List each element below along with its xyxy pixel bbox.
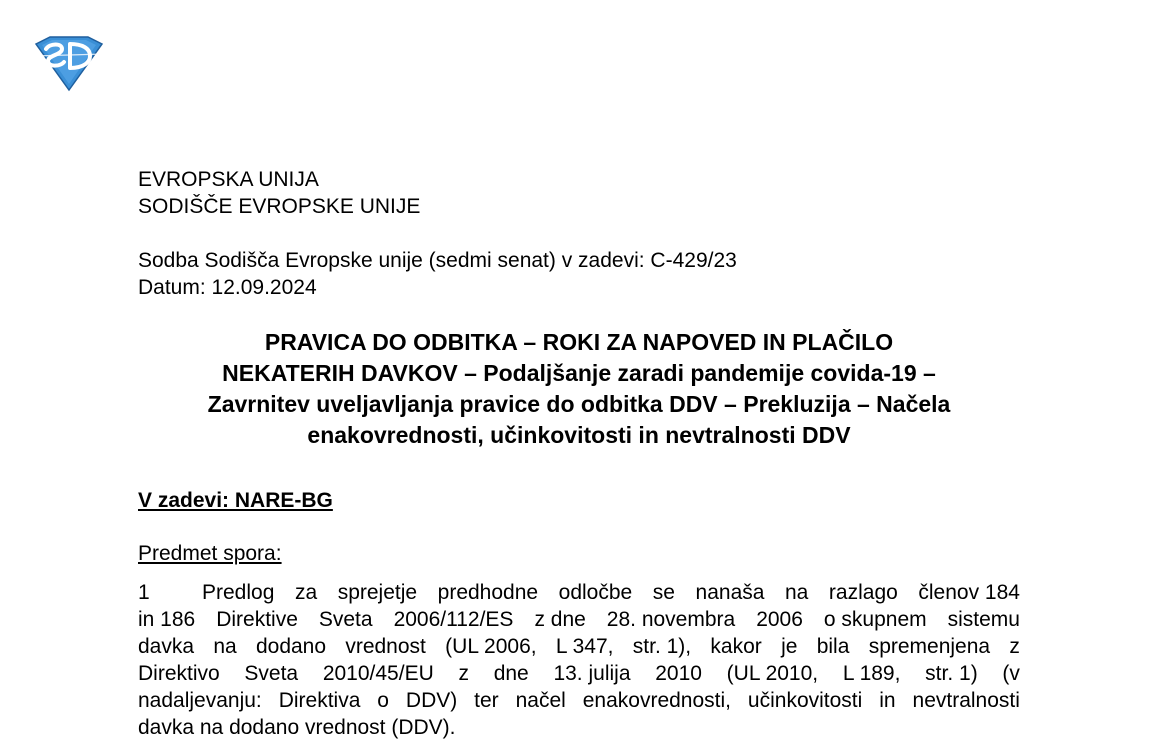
subject-heading: Predmet spora: (138, 542, 282, 565)
paragraph-word: (UL 2010, (726, 662, 819, 685)
paragraph-word: o (377, 689, 389, 712)
paragraph-word: za (294, 581, 318, 604)
paragraph-word: kakor (710, 635, 762, 658)
paragraph-word: 2006/112/ES (393, 608, 514, 631)
paragraph-number: 1 (138, 581, 150, 604)
paragraph-word: 2010 (655, 662, 702, 685)
document-page (138, 166, 1020, 741)
paragraph-line (138, 579, 1020, 606)
court-logo (32, 36, 106, 92)
title-line: enakovrednosti, učinkovitosti in nevtralnosti DDV (307, 422, 851, 448)
case-name: V zadevi: NARE-BG (138, 489, 333, 512)
paragraph-word: dne (493, 662, 529, 685)
paragraph-word: dodano (255, 635, 327, 658)
paragraph-word: in (879, 689, 896, 712)
header-union: EVROPSKA UNIJA (138, 168, 319, 191)
paragraph-word: z dne (534, 608, 586, 631)
paragraph-word: 2010/45/EU (322, 662, 434, 685)
paragraph-word: Predlog (202, 581, 275, 604)
paragraph-word: nanaša (695, 581, 765, 604)
paragraph-word: 13. julija (553, 662, 631, 685)
paragraph-line (138, 633, 1020, 660)
paragraph-word: Direktivo (138, 662, 220, 685)
paragraph-1 (138, 579, 1020, 741)
paragraph-line (138, 660, 1020, 687)
paragraph-word: razlago (828, 581, 898, 604)
paragraph-word: učinkovitosti (747, 689, 863, 712)
paragraph-word: predhodne (437, 581, 539, 604)
title-line: PRAVICA DO ODBITKA – ROKI ZA NAPOVED IN PLAČILO (264, 329, 894, 355)
paragraph-word: 2006 (756, 608, 803, 631)
diamond-sd-logo-icon (32, 36, 106, 92)
paragraph-word: Direktive (216, 608, 298, 631)
paragraph-line (138, 714, 1020, 741)
paragraph-word: na (213, 635, 237, 658)
paragraph-word: nevtralnosti (912, 689, 1020, 712)
paragraph-word: Direktiva (278, 689, 361, 712)
paragraph-word: L 189, (842, 662, 901, 685)
paragraph-word: in 186 (138, 608, 196, 631)
paragraph-word: davka (138, 635, 195, 658)
paragraph-word: Sveta (318, 608, 373, 631)
paragraph-word: odločbe (558, 581, 633, 604)
paragraph-word: (v (1002, 662, 1020, 685)
paragraph-word: Sveta (244, 662, 299, 685)
paragraph-word: z (458, 662, 469, 685)
paragraph-word: členov 184 (918, 581, 1020, 604)
paragraph-word: se (652, 581, 675, 604)
paragraph-word: enakovrednosti, (582, 689, 731, 712)
paragraph-word: z (1009, 635, 1020, 658)
paragraph-word: o skupnem (823, 608, 927, 631)
judgment-date: Datum: 12.09.2024 (138, 276, 317, 299)
paragraph-word: bila (816, 635, 850, 658)
paragraph-word: str. 1) (925, 662, 978, 685)
paragraph-word: (UL 2006, (445, 635, 537, 658)
document-title (138, 327, 1020, 451)
paragraph-line (138, 606, 1020, 633)
paragraph-word: str. 1), (632, 635, 692, 658)
paragraph-word: spremenjena (868, 635, 991, 658)
paragraph-word: L 347, (555, 635, 614, 658)
paragraph-line (138, 687, 1020, 714)
paragraph-word: sistemu (947, 608, 1020, 631)
paragraph-word: nadaljevanju: (138, 689, 262, 712)
paragraph-word: 28. novembra (606, 608, 736, 631)
paragraph-word: načel (515, 689, 566, 712)
paragraph-word: davka na dodano vrednost (DDV). (138, 716, 456, 739)
paragraph-word: DDV) (405, 689, 458, 712)
title-line: Zavrnitev uveljavljanja pravice do odbitka DDV – Prekluzija – Načela (207, 391, 951, 417)
paragraph-word: je (781, 635, 798, 658)
paragraph-word: na (785, 581, 809, 604)
judgment-reference: Sodba Sodišča Evropske unije (sedmi senat) v zadevi: C-429/23 (138, 249, 737, 272)
title-line: NEKATERIH DAVKOV – Podaljšanje zaradi pandemije covida-19 – (222, 360, 936, 386)
paragraph-word: ter (474, 689, 499, 712)
header-court: SODIŠČE EVROPSKE UNIJE (138, 195, 421, 218)
paragraph-word: vrednost (345, 635, 426, 658)
paragraph-word: sprejetje (337, 581, 418, 604)
